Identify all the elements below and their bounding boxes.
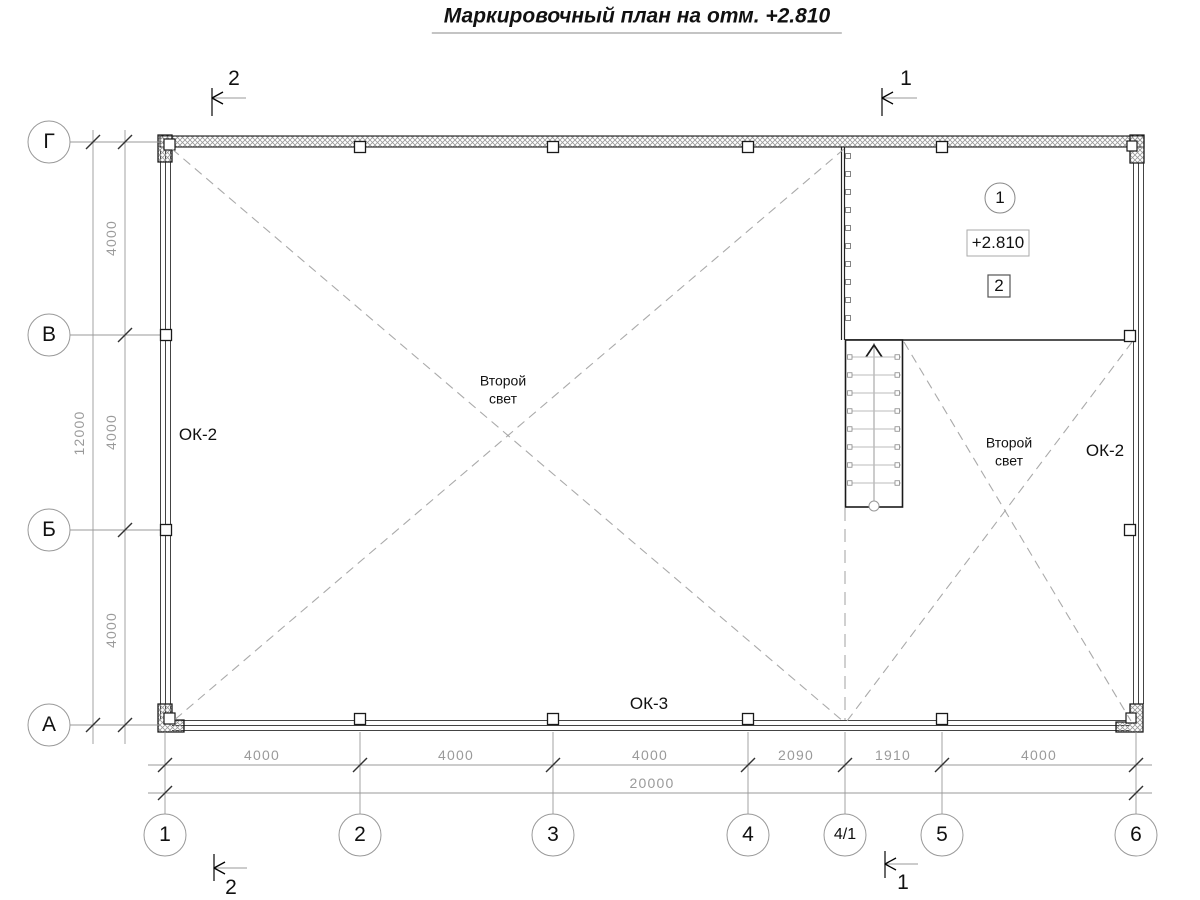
section-arrow-icon	[882, 88, 917, 116]
grid-row-label: Б	[42, 518, 56, 541]
position-number: 1	[995, 188, 1005, 207]
section-arrow-icon	[212, 88, 246, 116]
dimension-total: 20000	[629, 775, 675, 791]
room-partition-wall	[842, 147, 845, 340]
grid-column-label: 6	[1130, 823, 1142, 846]
corner-piers	[158, 135, 1144, 732]
corner-column-squares	[164, 139, 1137, 724]
window-mark-label: ОК-2	[178, 425, 218, 444]
dimension-value: 4000	[244, 747, 280, 763]
section-number: 1	[897, 871, 909, 894]
top-wall	[160, 136, 1144, 147]
stair-start-circle-icon	[869, 501, 879, 511]
elevation-value: +2.810	[971, 233, 1025, 252]
grid-row-label: Г	[43, 130, 55, 153]
dimension-value: 4000	[438, 747, 474, 763]
drawing-title: Маркировочный план на отм. +2.810	[432, 5, 842, 34]
grid-row-label: А	[41, 713, 57, 736]
dimension-value: 4000	[103, 220, 119, 256]
dimension-value: 4000	[632, 747, 668, 763]
dimension-total: 12000	[71, 410, 87, 456]
void-label: Второй свет	[985, 434, 1033, 468]
staircase	[846, 340, 903, 511]
grid-column-label: 1	[159, 823, 171, 846]
window-mark-label: ОК-2	[1085, 441, 1125, 460]
grid-column-label: 2	[354, 823, 366, 846]
dimension-value: 2090	[778, 747, 814, 763]
grid-column-label: 4/1	[833, 826, 857, 843]
bottom-window-band	[172, 721, 1130, 731]
detail-number: 2	[994, 276, 1004, 295]
grid-column-label: 5	[936, 823, 948, 846]
dimension-value: 4000	[1021, 747, 1057, 763]
left-window-band	[161, 149, 171, 719]
dimension-value: 4000	[103, 612, 119, 648]
dimension-value: 1910	[875, 747, 911, 763]
section-number: 2	[225, 876, 237, 899]
grid-column-label: 3	[547, 823, 559, 846]
grid-column-label: 4	[742, 823, 754, 846]
section-number: 1	[900, 67, 912, 90]
void-label: Второй свет	[479, 372, 527, 406]
right-window-band	[1134, 163, 1144, 704]
dimension-value: 4000	[103, 414, 119, 450]
grid-row-label: В	[41, 323, 57, 346]
section-number: 2	[228, 67, 240, 90]
window-mark-label: ОК-3	[629, 694, 669, 713]
